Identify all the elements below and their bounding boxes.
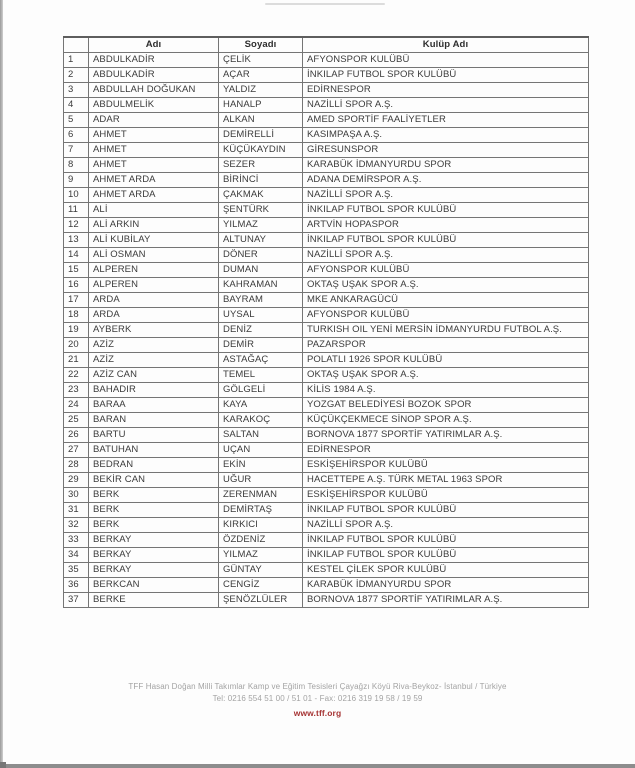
- club-name: KESTEL ÇİLEK SPOR KULÜBÜ: [303, 562, 589, 577]
- table-row: [64, 142, 589, 157]
- club-name: NAZİLLİ SPOR A.Ş.: [303, 187, 589, 202]
- row-number: 22: [64, 367, 89, 382]
- row-number: 10: [64, 187, 89, 202]
- table-row: [64, 232, 589, 247]
- player-roster-table: [63, 36, 589, 608]
- table-row: [64, 52, 589, 67]
- row-number: 24: [64, 397, 89, 412]
- first-name: ABDULKADİR: [89, 67, 219, 82]
- table-row: [64, 442, 589, 457]
- row-number: 11: [64, 202, 89, 217]
- page-left-edge: [0, 0, 3, 768]
- last-name: AÇAR: [219, 67, 303, 82]
- table-row: [64, 472, 589, 487]
- row-number: 13: [64, 232, 89, 247]
- table-row: [64, 547, 589, 562]
- first-name: BEDRAN: [89, 457, 219, 472]
- first-name: AHMET: [89, 157, 219, 172]
- table-row: [64, 97, 589, 112]
- first-name: BERK: [89, 517, 219, 532]
- club-name: KİLİS 1984 A.Ş.: [303, 382, 589, 397]
- last-name: BİRİNCİ: [219, 172, 303, 187]
- table-row: [64, 262, 589, 277]
- last-name: SALTAN: [219, 427, 303, 442]
- first-name: AZİZ CAN: [89, 367, 219, 382]
- club-name: AFYONSPOR KULÜBÜ: [303, 52, 589, 67]
- first-name: BATUHAN: [89, 442, 219, 457]
- club-name: OKTAŞ UŞAK SPOR A.Ş.: [303, 277, 589, 292]
- first-name: BERKE: [89, 592, 219, 607]
- first-name: AHMET: [89, 142, 219, 157]
- club-name: EDİRNESPOR: [303, 82, 589, 97]
- table-row: [64, 127, 589, 142]
- first-name: ABDULKADİR: [89, 52, 219, 67]
- row-number: 31: [64, 502, 89, 517]
- club-name: KARABÜK İDMANYURDU SPOR: [303, 157, 589, 172]
- club-name: HACETTEPE A.Ş. TÜRK METAL 1963 SPOR: [303, 472, 589, 487]
- first-name: ALİ ARKIN: [89, 217, 219, 232]
- row-number: 33: [64, 532, 89, 547]
- row-number: 34: [64, 547, 89, 562]
- row-number: 6: [64, 127, 89, 142]
- first-name: BAHADIR: [89, 382, 219, 397]
- table-row: [64, 112, 589, 127]
- table-row: [64, 172, 589, 187]
- last-name: GÖLGELİ: [219, 382, 303, 397]
- row-number: 36: [64, 577, 89, 592]
- row-number: 7: [64, 142, 89, 157]
- first-name: BERKAY: [89, 547, 219, 562]
- last-name: ZERENMAN: [219, 487, 303, 502]
- table-row: [64, 277, 589, 292]
- last-name: KARAKOÇ: [219, 412, 303, 427]
- table-row: [64, 202, 589, 217]
- last-name: UYSAL: [219, 307, 303, 322]
- last-name: DEMİRTAŞ: [219, 502, 303, 517]
- column-header-last-name: Soyadı: [219, 37, 303, 52]
- club-name: PAZARSPOR: [303, 337, 589, 352]
- row-number: 20: [64, 337, 89, 352]
- table-row: [64, 592, 589, 607]
- table-row: [64, 502, 589, 517]
- last-name: HANALP: [219, 97, 303, 112]
- row-number: 35: [64, 562, 89, 577]
- last-name: ALTUNAY: [219, 232, 303, 247]
- table-row: [64, 352, 589, 367]
- table-row: [64, 187, 589, 202]
- club-name: KASIMPAŞA A.Ş.: [303, 127, 589, 142]
- club-name: YOZGAT BELEDİYESİ BOZOK SPOR: [303, 397, 589, 412]
- first-name: AHMET ARDA: [89, 172, 219, 187]
- table-row: [64, 412, 589, 427]
- last-name: YILMAZ: [219, 217, 303, 232]
- last-name: ÇAKMAK: [219, 187, 303, 202]
- row-number: 28: [64, 457, 89, 472]
- last-name: UĞUR: [219, 472, 303, 487]
- first-name: BERKAY: [89, 532, 219, 547]
- last-name: KAYA: [219, 397, 303, 412]
- club-name: GİRESUNSPOR: [303, 142, 589, 157]
- first-name: ABDULLAH DOĞUKAN: [89, 82, 219, 97]
- table-row: [64, 457, 589, 472]
- first-name: AHMET: [89, 127, 219, 142]
- footer-website-link[interactable]: www.tff.org: [293, 708, 342, 718]
- row-number: 30: [64, 487, 89, 502]
- table-row: [64, 157, 589, 172]
- last-name: ALKAN: [219, 112, 303, 127]
- club-name: AMED SPORTİF FAALİYETLER: [303, 112, 589, 127]
- first-name: ALPEREN: [89, 277, 219, 292]
- club-name: ESKİŞEHİRSPOR KULÜBÜ: [303, 487, 589, 502]
- club-name: İNKILAP FUTBOL SPOR KULÜBÜ: [303, 67, 589, 82]
- last-name: ASTAĞAÇ: [219, 352, 303, 367]
- first-name: ARDA: [89, 307, 219, 322]
- column-header-club-name: Kulüp Adı: [303, 37, 589, 52]
- club-name: İNKILAP FUTBOL SPOR KULÜBÜ: [303, 502, 589, 517]
- first-name: ADAR: [89, 112, 219, 127]
- first-name: AHMET ARDA: [89, 187, 219, 202]
- row-number: 4: [64, 97, 89, 112]
- row-number: 12: [64, 217, 89, 232]
- table-row: [64, 532, 589, 547]
- club-name: İNKILAP FUTBOL SPOR KULÜBÜ: [303, 232, 589, 247]
- club-name: AFYONSPOR KULÜBÜ: [303, 262, 589, 277]
- club-name: MKE ANKARAGÜCÜ: [303, 292, 589, 307]
- row-number: 21: [64, 352, 89, 367]
- table-row: [64, 517, 589, 532]
- row-number: 29: [64, 472, 89, 487]
- table-row: [64, 217, 589, 232]
- last-name: DUMAN: [219, 262, 303, 277]
- club-name: EDİRNESPOR: [303, 442, 589, 457]
- last-name: KÜÇÜKAYDIN: [219, 142, 303, 157]
- row-number: 27: [64, 442, 89, 457]
- first-name: BARAA: [89, 397, 219, 412]
- club-name: ARTVİN HOPASPOR: [303, 217, 589, 232]
- club-name: İNKILAP FUTBOL SPOR KULÜBÜ: [303, 532, 589, 547]
- row-number: 15: [64, 262, 89, 277]
- row-number: 32: [64, 517, 89, 532]
- last-name: UÇAN: [219, 442, 303, 457]
- first-name: BERKAY: [89, 562, 219, 577]
- last-name: YILMAZ: [219, 547, 303, 562]
- footer-address: TFF Hasan Doğan Milli Takımlar Kamp ve Eğitim Tesisleri Çayağzı Köyü Riva-Beykoz- İstanbul / Türkiye: [128, 682, 507, 691]
- club-name: KÜÇÜKÇEKMECE SİNOP SPOR A.Ş.: [303, 412, 589, 427]
- last-name: KIRKICI: [219, 517, 303, 532]
- row-number: 23: [64, 382, 89, 397]
- page-corner-mark: [0, 762, 6, 768]
- row-number: 37: [64, 592, 89, 607]
- table-row: [64, 427, 589, 442]
- club-name: POLATLI 1926 SPOR KULÜBÜ: [303, 352, 589, 367]
- table-row: [64, 247, 589, 262]
- scan-artifact-line: [265, 3, 385, 5]
- table-row: [64, 397, 589, 412]
- last-name: KAHRAMAN: [219, 277, 303, 292]
- row-number: 9: [64, 172, 89, 187]
- club-name: NAZİLLİ SPOR A.Ş.: [303, 517, 589, 532]
- column-header-first-name: Adı: [89, 37, 219, 52]
- row-number: 18: [64, 307, 89, 322]
- table-row: [64, 67, 589, 82]
- first-name: AZİZ: [89, 352, 219, 367]
- first-name: ALPEREN: [89, 262, 219, 277]
- row-number: 2: [64, 67, 89, 82]
- table-row: [64, 82, 589, 97]
- table-header-row: [64, 37, 589, 52]
- row-number: 3: [64, 82, 89, 97]
- row-number: 14: [64, 247, 89, 262]
- row-number: 19: [64, 322, 89, 337]
- last-name: YALDIZ: [219, 82, 303, 97]
- table-row: [64, 292, 589, 307]
- first-name: BERK: [89, 487, 219, 502]
- first-name: BERKCAN: [89, 577, 219, 592]
- club-name: İNKILAP FUTBOL SPOR KULÜBÜ: [303, 202, 589, 217]
- table-row: [64, 337, 589, 352]
- first-name: AZİZ: [89, 337, 219, 352]
- club-name: NAZİLLİ SPOR A.Ş.: [303, 247, 589, 262]
- last-name: GÜNTAY: [219, 562, 303, 577]
- last-name: DEMİR: [219, 337, 303, 352]
- last-name: EKİN: [219, 457, 303, 472]
- table-row: [64, 322, 589, 337]
- club-name: NAZİLLİ SPOR A.Ş.: [303, 97, 589, 112]
- last-name: ÖZDENİZ: [219, 532, 303, 547]
- club-name: ADANA DEMİRSPOR A.Ş.: [303, 172, 589, 187]
- club-name: TURKISH OIL YENİ MERSİN İDMANYURDU FUTBOL A.Ş.: [303, 322, 589, 337]
- first-name: ARDA: [89, 292, 219, 307]
- first-name: BARAN: [89, 412, 219, 427]
- table-row: [64, 382, 589, 397]
- page-footer: [0, 681, 635, 720]
- club-name: İNKILAP FUTBOL SPOR KULÜBÜ: [303, 547, 589, 562]
- table-row: [64, 487, 589, 502]
- first-name: BERK: [89, 502, 219, 517]
- first-name: ALİ KUBİLAY: [89, 232, 219, 247]
- first-name: BARTU: [89, 427, 219, 442]
- first-name: ALİ: [89, 202, 219, 217]
- last-name: ŞENÖZLÜLER: [219, 592, 303, 607]
- table-row: [64, 307, 589, 322]
- first-name: ABDULMELİK: [89, 97, 219, 112]
- club-name: OKTAŞ UŞAK SPOR A.Ş.: [303, 367, 589, 382]
- column-header-number: [64, 37, 89, 52]
- first-name: AYBERK: [89, 322, 219, 337]
- first-name: ALİ OSMAN: [89, 247, 219, 262]
- row-number: 8: [64, 157, 89, 172]
- last-name: ŞENTÜRK: [219, 202, 303, 217]
- row-number: 1: [64, 52, 89, 67]
- row-number: 16: [64, 277, 89, 292]
- last-name: DÖNER: [219, 247, 303, 262]
- table-row: [64, 577, 589, 592]
- club-name: BORNOVA 1877 SPORTİF YATIRIMLAR A.Ş.: [303, 427, 589, 442]
- page-bottom-edge: [0, 764, 635, 768]
- club-name: KARABÜK İDMANYURDU SPOR: [303, 577, 589, 592]
- last-name: TEMEL: [219, 367, 303, 382]
- row-number: 17: [64, 292, 89, 307]
- table-row: [64, 562, 589, 577]
- last-name: DENİZ: [219, 322, 303, 337]
- last-name: BAYRAM: [219, 292, 303, 307]
- row-number: 25: [64, 412, 89, 427]
- club-name: BORNOVA 1877 SPORTİF YATIRIMLAR A.Ş.: [303, 592, 589, 607]
- last-name: ÇELİK: [219, 52, 303, 67]
- last-name: SEZER: [219, 157, 303, 172]
- row-number: 5: [64, 112, 89, 127]
- row-number: 26: [64, 427, 89, 442]
- club-name: ESKİŞEHİRSPOR KULÜBÜ: [303, 457, 589, 472]
- first-name: BEKİR CAN: [89, 472, 219, 487]
- last-name: CENGİZ: [219, 577, 303, 592]
- last-name: DEMİRELLİ: [219, 127, 303, 142]
- club-name: AFYONSPOR KULÜBÜ: [303, 307, 589, 322]
- footer-phone-fax: Tel: 0216 554 51 00 / 51 01 - Fax: 0216 319 19 58 / 19 59: [212, 694, 423, 703]
- table-row: [64, 367, 589, 382]
